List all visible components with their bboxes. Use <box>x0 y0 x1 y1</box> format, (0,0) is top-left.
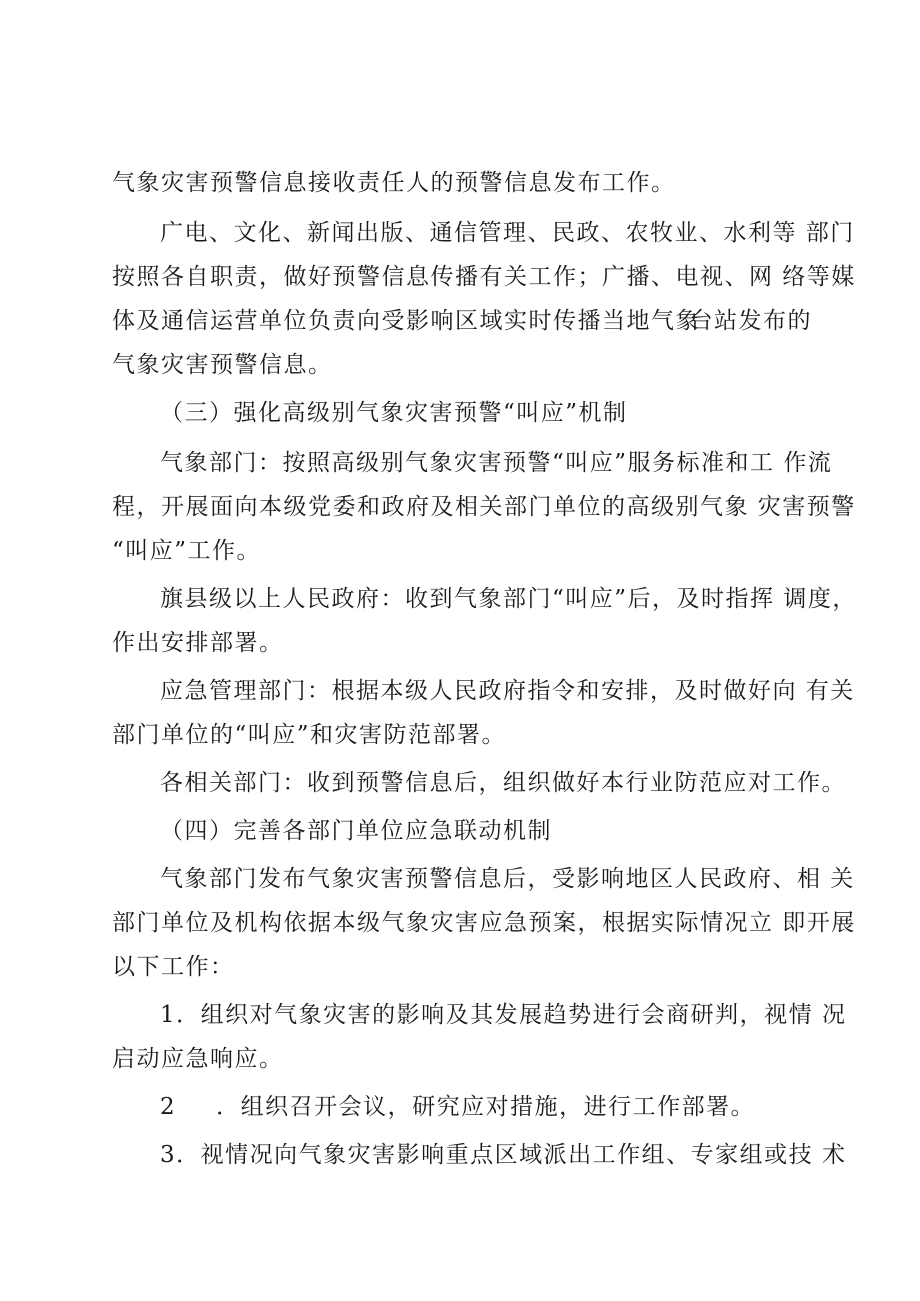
list-item-line: 3．视情况向气象灾害影响重点区域派出工作组、专家组或技 术 <box>160 1142 847 1168</box>
paragraph-line-split <box>112 306 812 336</box>
section-heading: （四）完善各部门单位应急联动机制 <box>160 818 552 844</box>
paragraph-line: 应急管理部门：根据本级人民政府指令和安排，及时做好向 有关 <box>160 678 855 704</box>
paragraph-line-part: 体及通信运营单位负责向受影响区域实时传播当地气象 <box>112 308 700 334</box>
paragraph-line: 气象灾害预警信息。 <box>112 352 333 378</box>
paragraph-line: 气象部门发布气象灾害预警信息后，受影响地区人民政府、相 关 <box>160 866 855 892</box>
paragraph-line: 部门单位的“叫应”和灾害防范部署。 <box>112 722 507 748</box>
paragraph-line: 旗县级以上人民政府：收到气象部门“叫应”后，及时指挥 调度， <box>160 586 857 612</box>
paragraph-line: “叫应”工作。 <box>112 538 262 564</box>
paragraph-line: 程，开展面向本级党委和政府及相关部门单位的高级别气象 灾害预警 <box>112 494 856 520</box>
paragraph-line: 广电、文化、新闻出版、通信管理、民政、农牧业、水利等 部门 <box>160 220 855 246</box>
paragraph-line: 气象部门：按照高级别气象灾害预警“叫应”服务标准和工 作流 <box>160 450 833 476</box>
paragraph-line-part: 台站发布的 <box>689 308 812 334</box>
list-item-line: 1．组织对气象灾害的影响及其发展趋势进行会商研判，视情 况 <box>160 1002 847 1028</box>
paragraph-line: 各相关部门：收到预警信息后，组织做好本行业防范应对工作。 <box>160 770 846 796</box>
paragraph-line: 以下工作： <box>112 954 235 980</box>
list-item-line <box>160 1092 812 1122</box>
paragraph-line: 部门单位及机构依据本级气象灾害应急预案，根据实际情况立 即开展 <box>112 910 856 936</box>
list-item-text: ．组织召开会议，研究应对措施，进行工作部署。 <box>216 1094 756 1120</box>
paragraph-line: 启动应急响应。 <box>112 1046 284 1072</box>
paragraph-line: 作出安排部署。 <box>112 630 284 656</box>
paragraph-line: 按照各自职责，做好预警信息传播有关工作；广播、电视、网 络等媒 <box>112 264 856 290</box>
list-item-number: 2 <box>160 1094 177 1120</box>
paragraph-line: 气象灾害预警信息接收责任人的预警信息发布工作。 <box>112 170 676 196</box>
section-heading: （三）强化高级别气象灾害预警“叫应”机制 <box>160 400 628 426</box>
